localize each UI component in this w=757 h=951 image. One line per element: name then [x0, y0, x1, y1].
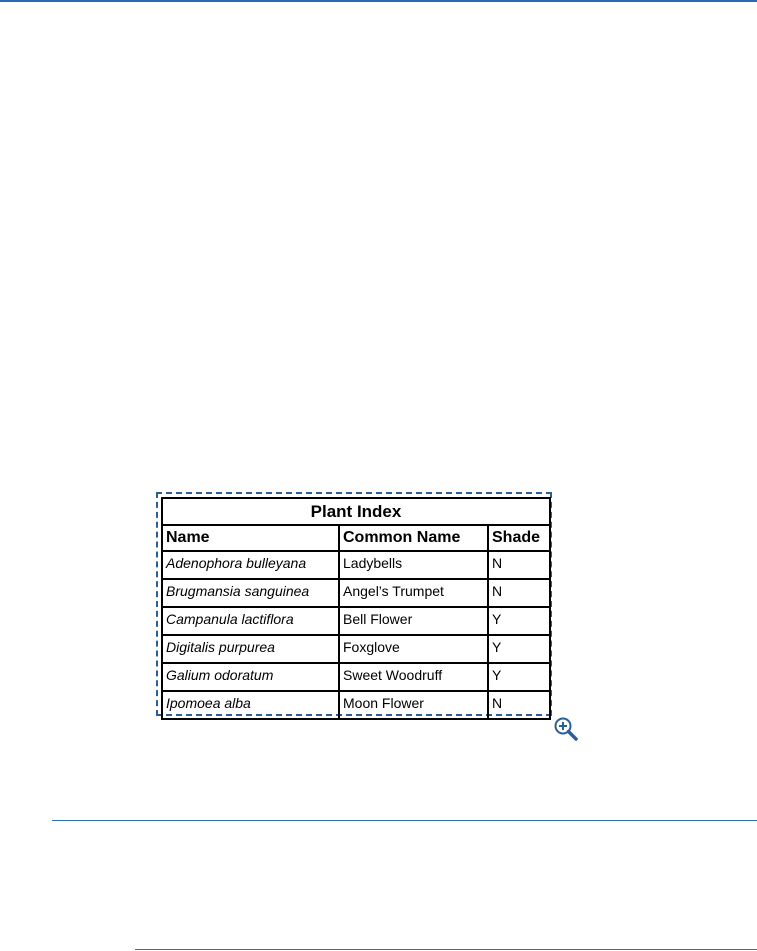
scientific-name-cell: Digitalis purpurea	[162, 635, 339, 663]
table-figure	[156, 492, 552, 716]
scientific-name-cell: Adenophora bulleyana	[162, 551, 339, 579]
shade-cell: N	[488, 691, 550, 719]
table-row	[162, 579, 550, 607]
scientific-name-cell: Ipomoea alba	[162, 691, 339, 719]
table-title: Plant Index	[162, 498, 550, 525]
section-divider	[52, 820, 757, 821]
table-row	[162, 691, 550, 719]
table-row	[162, 635, 550, 663]
scientific-name-cell: Galium odoratum	[162, 663, 339, 691]
column-header-name: Name	[162, 525, 339, 551]
footer-divider	[135, 949, 757, 950]
shade-cell: Y	[488, 607, 550, 635]
common-name-cell: Moon Flower	[339, 691, 488, 719]
shade-cell: Y	[488, 635, 550, 663]
shade-cell: N	[488, 551, 550, 579]
column-header-common-name: Common Name	[339, 525, 488, 551]
common-name-cell: Angel’s Trumpet	[339, 579, 488, 607]
shade-cell: Y	[488, 663, 550, 691]
common-name-cell: Foxglove	[339, 635, 488, 663]
common-name-cell: Sweet Woodruff	[339, 663, 488, 691]
common-name-cell: Bell Flower	[339, 607, 488, 635]
column-header-shade: Shade	[488, 525, 550, 551]
top-divider	[0, 0, 757, 2]
zoom-in-icon[interactable]	[553, 716, 579, 742]
common-name-cell: Ladybells	[339, 551, 488, 579]
scientific-name-cell: Campanula lactiflora	[162, 607, 339, 635]
scientific-name-cell: Brugmansia sanguinea	[162, 579, 339, 607]
table-row	[162, 663, 550, 691]
table-row	[162, 551, 550, 579]
plant-index-table	[161, 497, 551, 720]
table-row	[162, 607, 550, 635]
shade-cell: N	[488, 579, 550, 607]
